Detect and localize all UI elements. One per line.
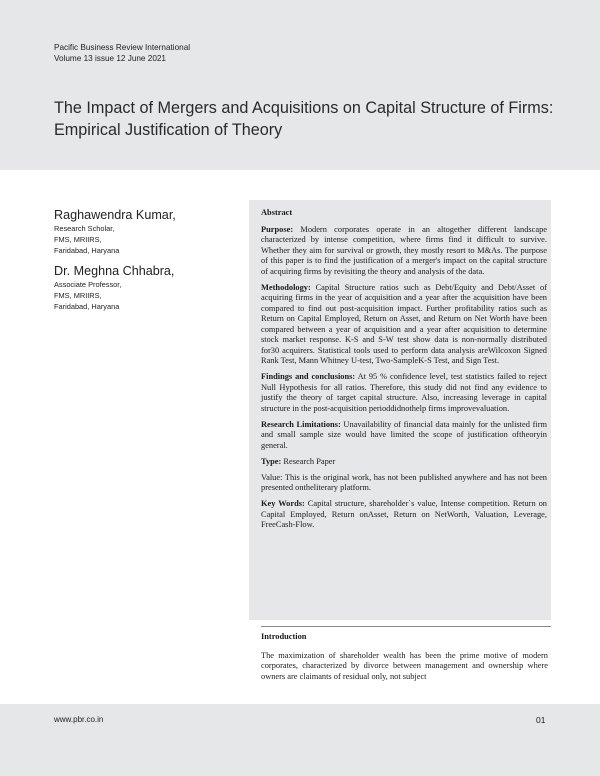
abstract-findings	[261, 372, 547, 414]
author-affiliation: FMS, MRIIRS,	[54, 291, 102, 300]
findings-text: At 95 % confidence level, test statistics failed to reject Null Hypothesis for all ratios. Therefore, this study did not find any evidence to justify the theory of target capital structure. Also, increasing leverage in capital structure in the post-acquisition perioddidnothelp firms improvevaluation.	[261, 372, 547, 413]
introduction-section	[261, 632, 548, 682]
findings-label: Findings and conclusions:	[261, 372, 356, 381]
title-line-2: Empirical Justification of Theory	[54, 121, 283, 139]
author-1	[54, 208, 244, 256]
introduction-heading: Introduction	[261, 632, 307, 641]
purpose-label: Purpose:	[261, 224, 294, 234]
abstract-value: Value: This is the original work, has not been published anywhere and has not been presented ontheliterary platform.	[261, 472, 547, 492]
abstract-purpose	[261, 225, 547, 278]
abstract-keywords	[261, 499, 547, 531]
purpose-text: Modern corporates operate in an altogether different landscape characterized by intense competition, where firms find it difficult to survive. Whether they aim for survival or growth, they mostly resort to M&As. The purpose of this paper is to find the justification of a merger's impact on the capital structure of acquiring firms by revisiting the theory and analysis of the data.	[261, 224, 547, 276]
footer-url: www.pbr.co.in	[54, 715, 104, 724]
author-affiliation: Research Scholar,	[54, 224, 115, 233]
abstract-heading: Abstract	[261, 208, 293, 217]
limitations-text: Unavailability of financial data mainly for the unlisted firm and small sample size would have limited the scope of justification oftheoryin general.	[261, 419, 547, 450]
introduction-text: The maximization of shareholder wealth has been the prime motive of modern corporates, characterized by divorce between management and ownership where owners are claimants of residual only, not subject	[261, 650, 548, 681]
author-affiliation: FMS, MRIIRS,	[54, 235, 102, 244]
journal-info	[54, 43, 190, 64]
keywords-label: Key Words:	[261, 499, 305, 508]
abstract-methodology	[261, 283, 547, 367]
methodology-text: Capital Structure ratios such as Debt/Equity and Debt/Asset of acquiring firms in the year of acquisition and a year after the acquisition have been compared to find out post-acquisition impact. Further profitability ratios such as Return on Capital Employed, Return on Asset, and Return on Net Worth have been compared between a year of acquisition and a year after acquisition to determine stock market response. K-S and S-W test show data is non-normally distributed for30 acquirers. Statistical tools used to perform data analysis areWilcoxon Signed Rank Test, Mann Whitney U-test, Two-SampleK-S Test, and Sign Test.	[261, 282, 547, 365]
page-number: 01	[536, 715, 546, 725]
paper-title	[54, 97, 574, 141]
abstract	[261, 208, 547, 536]
title-line-1: The Impact of Mergers and Acquisitions on Capital Structure of Firms:	[54, 99, 554, 117]
author-affiliation: Faridabad, Haryana	[54, 246, 120, 255]
journal-name: Pacific Business Review International	[54, 43, 191, 52]
journal-volume: Volume 13 issue 12 June 2021	[54, 53, 166, 63]
author-affiliation: Associate Professor,	[54, 280, 122, 289]
abstract-type	[261, 457, 547, 468]
limitations-label: Research Limitations:	[261, 419, 341, 429]
keywords-text: Capital structure, shareholder`s value, Intense competition. Return on Capital Employed, Return onAsset, Return on NetWorth, Valuation, Leverage, FreeCash-Flow.	[261, 499, 547, 529]
abstract-limitations	[261, 420, 547, 452]
authors	[54, 208, 244, 312]
author-name: Raghawendra Kumar,	[54, 208, 176, 222]
author-name: Dr. Meghna Chhabra,	[54, 264, 175, 278]
header-band	[0, 0, 600, 170]
intro-divider	[261, 626, 551, 627]
type-label: Type:	[261, 456, 282, 466]
author-affiliation: Faridabad, Haryana	[54, 302, 120, 311]
author-2	[54, 264, 244, 312]
methodology-label: Methodology:	[261, 282, 311, 292]
type-text: Research Paper	[281, 456, 336, 466]
